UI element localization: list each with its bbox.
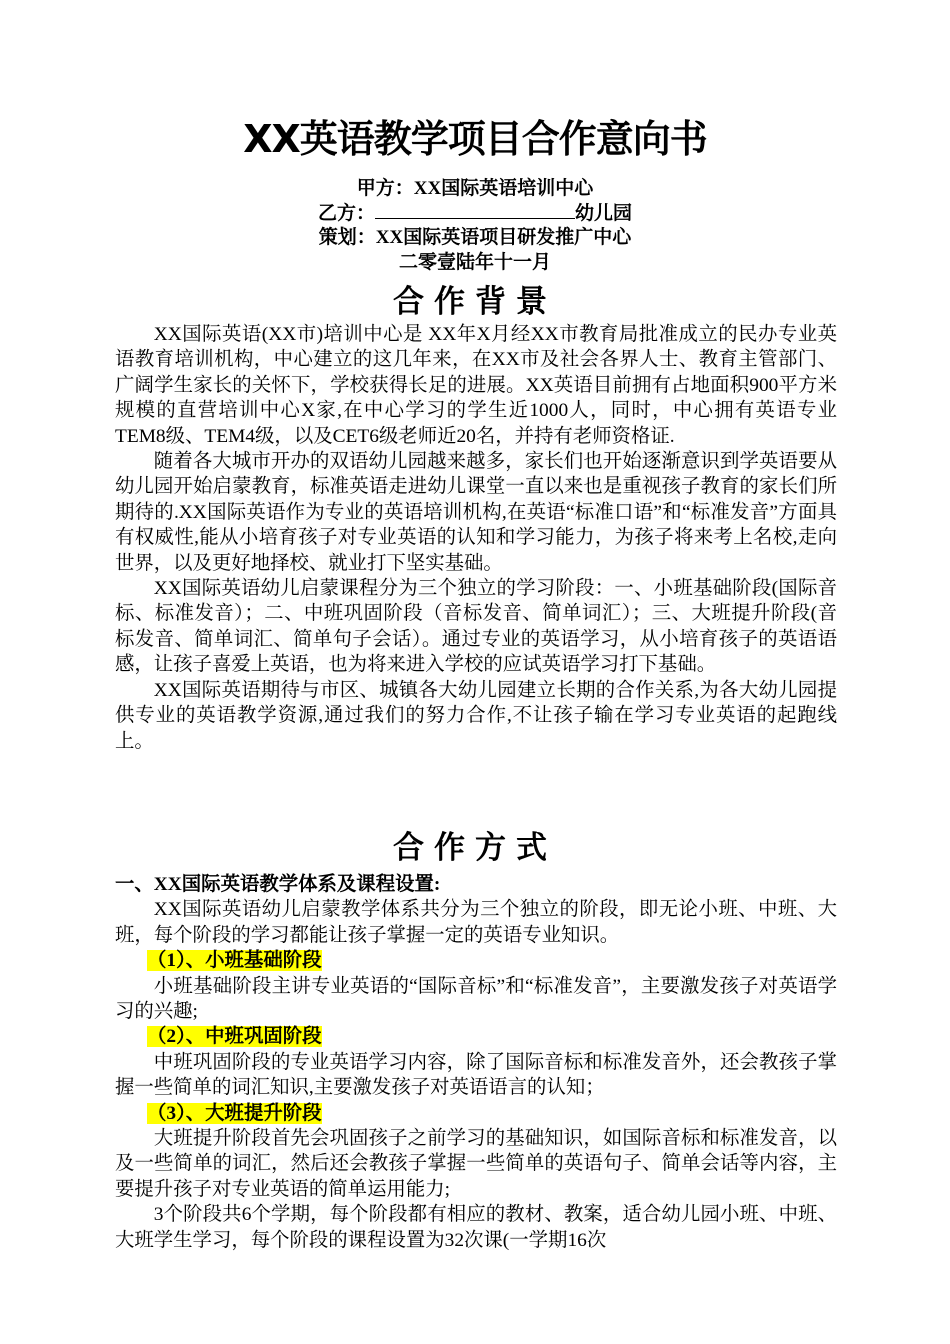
stage-label xyxy=(115,1101,837,1126)
planner-line: 策划：XX国际英语项目研发推广中心 xyxy=(318,227,632,248)
document-title: XX英语教学项目合作意向书 xyxy=(243,117,707,161)
background-paragraph: 随着各大城市开办的双语幼儿园越来越多，家长们也开始逐渐意识到学英语要从幼儿园开始启蒙教育，标准英语走进幼儿课堂一直以来也是重视孩子教育的家长们所期待的.XX国际英语作为专业的英语培训机构,在英语“标准口语”和“标准发音”方面具有权威性,能从小培育孩子对专业英语的认知和学习能力，为孩子将来考上名校,走向世界，以及更好地择校、就业打下坚实基础。 xyxy=(115,451,837,574)
stage-description: 小班基础阶段主讲专业英语的“国际音标”和“标准发音”，主要激发孩子对英语学习的兴趣; xyxy=(115,975,837,1023)
date-line: 二零壹陆年十一月 xyxy=(398,252,551,273)
party-b-blank-line xyxy=(375,200,575,219)
stage-label-text: （1）、小班基础阶段 xyxy=(147,950,322,972)
stage-label-text: （2）、中班巩固阶段 xyxy=(147,1026,322,1048)
background-paragraph: XX国际英语期待与市区、城镇各大幼儿园建立长期的合作关系,为各大幼儿园提供专业的英语教学资源,通过我们的努力合作,不让孩子输在学习专业英语的起跑线上。 xyxy=(115,679,837,752)
stage-label xyxy=(115,948,837,973)
stage-label-text: （3）、大班提升阶段 xyxy=(147,1102,322,1124)
cooperation-intro: XX国际英语幼儿启蒙教学体系共分为三个独立的阶段，即无论小班、中班、大班，每个阶段的学习都能让孩子掌握一定的英语专业知识。 xyxy=(115,899,837,946)
cooperation-closing: 3个阶段共6个学期，每个阶段都有相应的教材、教案，适合幼儿园小班、中班、大班学生学习，每个阶段的课程设置为32次课(一学期16次 xyxy=(115,1204,837,1251)
stage-description: 中班巩固阶段的专业英语学习内容，除了国际音标和标准发音外，还会教孩子掌握一些简单的词汇知识,主要激发孩子对英语语言的认知； xyxy=(115,1051,837,1099)
background-paragraph: XX国际英语幼儿启蒙课程分为三个独立的学习阶段：一、小班基础阶段(国际音标、标准发音）；二、中班巩固阶段（音标发音、简单词汇）；三、大班提升阶段(音标发音、简单词汇、简单句子会话）。通过专业的英语学习，从小培育孩子的英语语感，让孩子喜爱上英语，也为将来进入学校的应试英语学习打下基础。 xyxy=(115,578,837,676)
party-b-suffix: 幼儿园 xyxy=(575,203,633,224)
section-heading-cooperation: 合作方式 xyxy=(393,830,557,866)
cooperation-section xyxy=(115,872,837,1253)
section-heading-background: 合作背景 xyxy=(393,284,557,320)
party-b-line xyxy=(0,200,950,227)
stage-description: 大班提升阶段首先会巩固孩子之前学习的基础知识，如国际音标和标准发音，以及一些简单的词汇，然后还会教孩子掌握一些简单的英语句子、简单会话等内容，主要提升孩子对专业英语的简单运用能力; xyxy=(115,1128,837,1200)
party-a-line: 甲方：XX国际英语培训中心 xyxy=(356,178,594,199)
cooperation-subheading: 一、XX国际英语教学体系及课程设置: xyxy=(115,874,441,895)
background-section xyxy=(115,322,837,754)
stage-label xyxy=(115,1024,837,1049)
party-b-prefix: 乙方： xyxy=(317,203,375,224)
background-paragraph: XX国际英语(XX市)培训中心是 XX年X月经XX市教育局批准成立的民办专业英语教育培训机构，中心建立的这几年来，在XX市及社会各界人士、教育主管部门、广阔学生家长的关怀下，学校获得长足的进展。XX英语目前拥有占地面积900平方米规模的直营培训中心X家,在中心学习的学生近1000人，同时，中心拥有英语专业TEM8级、TEM4级，以及CET6级老师近20名，并持有老师资格证. xyxy=(115,324,837,447)
